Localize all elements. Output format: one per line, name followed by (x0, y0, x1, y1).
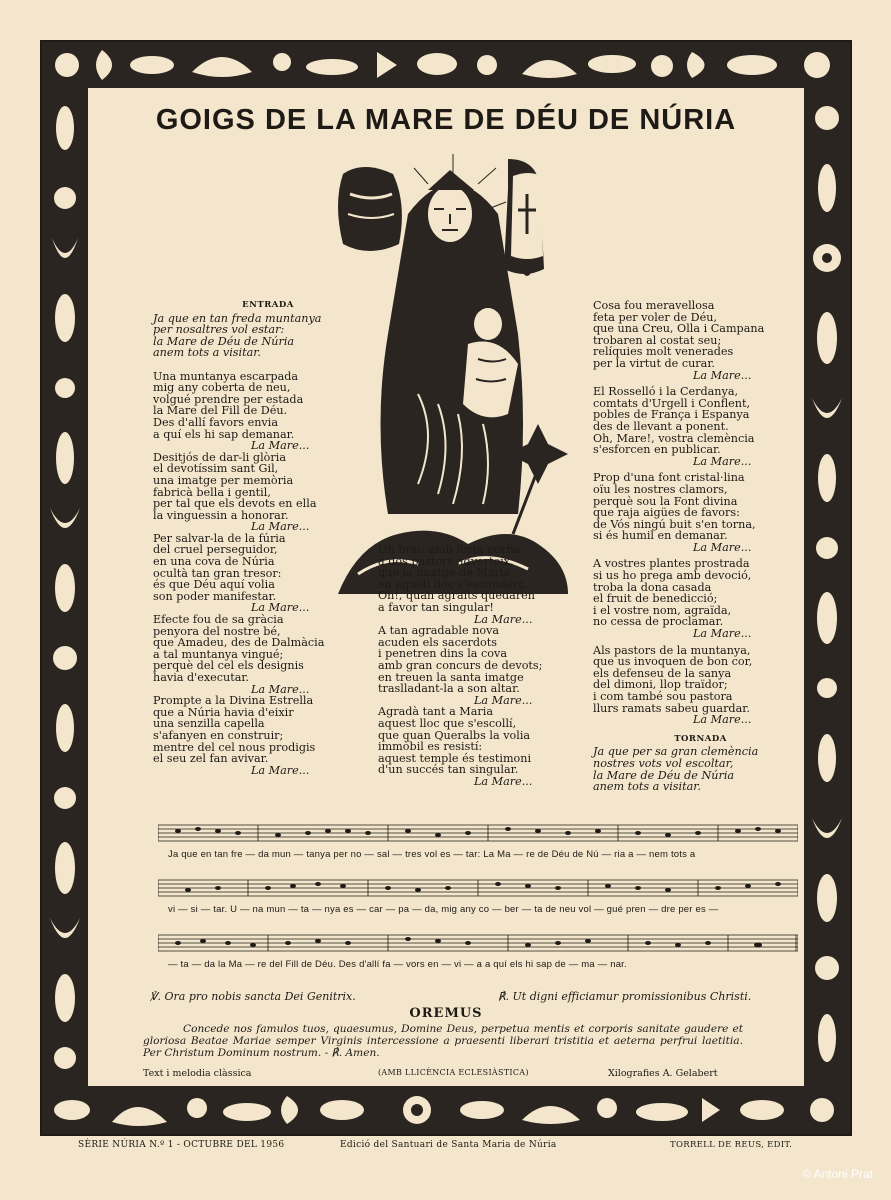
verse-line: Un brau amb forta porfia (378, 543, 521, 556)
stanza (153, 452, 383, 533)
verse-line: acuden els sacerdots (378, 635, 497, 649)
verse-line: a quí els hi sap demanar. (153, 427, 295, 441)
verse-line: la Mare de Déu de Núria (153, 334, 295, 348)
credit-licence: (AMB LLICÈNCIA ECLESIÀSTICA) (378, 1068, 529, 1077)
verse-line: immòbil es resistí: (378, 740, 483, 754)
verse-line: que quan Queralbs la volia (378, 728, 531, 742)
entrada-stanza (153, 313, 383, 359)
verse-line: s'esforcen en publicar. (593, 443, 721, 457)
verse-line: Per salvar-la de la fúria (153, 531, 286, 545)
verse-line: anem tots a visitar. (593, 780, 701, 794)
verse-line: Oh, Mare!, vostra clemència (593, 431, 755, 445)
verse-line: anem tots a visitar. (153, 346, 261, 360)
verse-line: per nosaltres vol estar: (153, 323, 285, 337)
verse-line: pobles de França i Espanya (593, 408, 750, 422)
verse-line: per la virtut de curar. (593, 356, 715, 370)
staff-lines (158, 878, 798, 898)
verse-line: i el vostre nom, agraïda, (593, 603, 732, 617)
verse-line: Agradà tant a Maria (378, 705, 494, 719)
verse-line: mig any coberta de neu, (153, 381, 291, 395)
versicle: ℣. Ora pro nobis sancta Dei Genitrix. (150, 990, 356, 1003)
verse-line: una imatge per memòria (153, 473, 294, 487)
verse-line: en aquell lloc s'escondeix. (378, 577, 527, 591)
verse-line: relíquies molt venerades (593, 345, 734, 359)
verse-line: traslladant-la a son altar. (378, 682, 520, 696)
stanza (378, 625, 578, 706)
staff-lines (158, 823, 798, 843)
verse-line: Una muntanya escarpada (153, 369, 299, 383)
prayer-text (143, 1023, 743, 1059)
verse-line: comtats d'Urgell i Conflent, (593, 396, 751, 410)
verse-line: a dos pastors adverteix, (378, 554, 514, 568)
refrain: La Mare... (474, 693, 533, 707)
verse-line: troba la dona casada (593, 580, 712, 594)
left-column (153, 300, 383, 776)
verse-line: El Rosselló i la Cerdanya, (593, 385, 739, 399)
music-lyric: vi — si — tar. U — na mun — ta — nya es — car — pa — da, mig any co — ber — ta de neu vol — gué pren — dre per es — (168, 904, 719, 915)
verse-line: perquè sou la Font divina (593, 494, 738, 508)
verse-line: Prop d'una font cristal·lina (593, 471, 745, 485)
credit-text: Text i melodia clàssica (143, 1068, 252, 1079)
music-notes-icon (158, 878, 798, 898)
verse-line: no cessa de proclamar. (593, 615, 724, 629)
verse-line: per tal que els devots en ella (153, 497, 317, 511)
refrain: La Mare... (251, 763, 310, 777)
verse-line: és que Déu aquí volia (153, 578, 275, 592)
floral-border-icon (42, 1086, 850, 1134)
verse-line: Cosa fou meravellosa (593, 299, 715, 312)
footer-edition: Edició del Santuari de Santa Maria de Núria (340, 1140, 557, 1150)
stanza (153, 614, 383, 695)
verse-line: i penetren dins la cova (378, 647, 508, 661)
verse-line: si és humil en demanar. (593, 529, 728, 543)
verse-line: del cruel perseguidor, (153, 543, 278, 557)
verse-line: Als pastors de la muntanya, (593, 643, 751, 657)
verse-line: llurs ramats sabeu guardar. (593, 701, 750, 715)
verse-line: el devotíssim sant Gil, (153, 462, 279, 476)
verse-line: perquè del cel els designis (153, 659, 304, 673)
verse-line: que la imatge de Maria (378, 566, 511, 580)
verse-line: Desitjós de dar-li glòria (153, 450, 286, 464)
woodcut-border-top (42, 42, 850, 88)
stanza (593, 386, 808, 467)
music-staff-2 (158, 878, 798, 915)
refrain: La Mare... (693, 713, 752, 727)
verse-line: a favor tan singular! (378, 600, 494, 614)
verse-line: nostres vots vol escoltar, (593, 756, 734, 770)
verse-line: mentre del cel nous prodigis (153, 740, 316, 754)
stanza (593, 645, 808, 726)
refrain: La Mare... (251, 439, 310, 453)
footer-series: SÈRIE NÚRIA N.º 1 - OCTUBRE DEL 1956 (78, 1140, 285, 1150)
page-title: GOIGS DE LA MARE DE DÉU DE NÚRIA (155, 104, 737, 136)
music-staff-1 (158, 823, 798, 860)
verse-line: a tal muntanya vingué; (153, 647, 284, 661)
leaf-border-icon (42, 88, 88, 1086)
verse-line: la Mare de Déu de Núria (593, 768, 735, 782)
verse-line: que us invoquen de bon cor, (593, 655, 753, 669)
response: ℟. Ut digni efficiamur promissionibus Christi. (498, 990, 752, 1003)
refrain: La Mare... (474, 612, 533, 626)
music-notes-icon (158, 933, 798, 953)
verse-line: el seu zel fan avivar. (153, 752, 269, 766)
staff-lines (158, 933, 798, 953)
refrain: La Mare... (693, 454, 752, 468)
verse-line: d'un succés tan singular. (378, 763, 519, 777)
entrada-heading: ENTRADA (242, 300, 294, 310)
verse-line: Ja que per sa gran clemència (593, 745, 759, 759)
verse-line: en treuen la santa imatge (378, 670, 524, 684)
floral-border-icon (42, 42, 850, 88)
verse-line: Efecte fou de sa gràcia (153, 613, 284, 627)
verse-line: en una cova de Núria (153, 555, 275, 569)
verse-line: aquest temple és testimoni (378, 751, 532, 765)
oremus-heading: OREMUS (409, 1006, 483, 1021)
refrain: La Mare... (693, 540, 752, 554)
music-staff-3 (158, 933, 798, 970)
verse-line: que Amadeu, des de Dalmàcia (153, 636, 325, 650)
stanza (153, 695, 383, 776)
refrain: La Mare... (251, 520, 310, 534)
stanza (593, 300, 808, 381)
verse-line: del dimoni, llop traïdor; (593, 678, 728, 692)
leaf-border-icon (804, 88, 850, 1086)
woodcut-border-bottom (42, 1086, 850, 1134)
credit-woodcuts: Xilografies A. Gelabert (608, 1068, 718, 1079)
verse-line: Ja que en tan freda muntanya (153, 311, 322, 325)
prayer-paragraph: Concede nos famulos tuos, quaesumus, Domine Deus, perpetua mentis et corporis sanitate gaudere et gloriosa Beatae Mariae semper Virginis intercessione a praesenti liberari tristitia et aeterna perfrui laetitia. Per Christum Dominum nostrum. - ℟. Amen. (143, 1023, 743, 1059)
copyright-watermark: © Antoni Prat (802, 1167, 873, 1181)
verse-line: A vostres plantes prostrada (593, 557, 750, 571)
verse-line: Prompte a la Divina Estrella (153, 694, 314, 708)
verse-line: que raja aigües de favors: (593, 506, 740, 520)
verse-line: Oh!, quan agraïts quedaren (378, 589, 535, 603)
right-column (593, 300, 808, 793)
verse-line: oïu les nostres clamors, (593, 482, 728, 496)
stanza (153, 371, 383, 452)
verse-line: s'afanyen en construir; (153, 728, 284, 742)
stanza (593, 472, 808, 553)
refrain: La Mare... (251, 682, 310, 696)
music-lyric: Ja que en tan fre — da mun — tanya per no — sal — tres vol es — tar: La Ma — re de Déu de Nú — ria a — nem tots a (168, 849, 696, 860)
verse-line: que una Creu, Olla i Campana (593, 322, 765, 336)
verse-line: son poder manifestar. (153, 589, 277, 603)
verse-line: penyora del nostre bé, (153, 624, 281, 638)
verse-line: la Mare del Fill de Déu. (153, 404, 288, 418)
verse-line: el fruit de benedicció; (593, 592, 718, 606)
stanza (378, 544, 578, 625)
middle-column (378, 544, 578, 787)
stanza (378, 706, 578, 787)
verse-line: que a Núria havia d'eixir (153, 705, 294, 719)
woodcut-border-right (804, 88, 850, 1086)
refrain: La Mare... (474, 774, 533, 788)
verse-line: els defenseu de la sanya (593, 666, 732, 680)
refrain: La Mare... (251, 601, 310, 615)
footer-publisher: TORRELL DE REUS, EDIT. (670, 1140, 793, 1150)
verse-line: una senzilla capella (153, 717, 265, 731)
stanza (153, 533, 383, 614)
content-area (88, 88, 804, 1086)
verse-line: i com també sou pastora (593, 690, 733, 703)
verse-line: des de llevant a ponent. (593, 419, 729, 433)
verse-line: volgué prendre per estada (153, 392, 304, 406)
verse-line: A tan agradable nova (378, 624, 500, 638)
verse-line: si us ho prega amb devoció, (593, 569, 752, 583)
verse-line: amb gran concurs de devots; (378, 658, 543, 672)
verse-line: ocultà tan gran tresor: (153, 566, 282, 580)
verse-line: fabricà bella i gentil, (153, 485, 271, 499)
verse-line: Des d'allí favors envia (153, 415, 278, 429)
verse-line: aquest lloc que s'escollí, (378, 716, 517, 730)
tornada-heading: TORNADA (674, 733, 727, 744)
verse-line: la vinguessin a honorar. (153, 508, 289, 522)
verse-line: havia d'executar. (153, 671, 250, 684)
woodcut-border-left (42, 88, 88, 1086)
refrain: La Mare... (693, 627, 752, 641)
verse-line: trobaren al costat seu; (593, 333, 722, 347)
refrain: La Mare... (693, 368, 752, 382)
tornada-stanza (593, 746, 808, 792)
verse-line: feta per voler de Déu, (593, 310, 718, 324)
music-notes-icon (158, 823, 798, 843)
verse-line: de Vós ningú buit s'en torna, (593, 517, 756, 531)
music-lyric: — ta — da la Ma — re del Fill de Déu. Des d'allí fa — vors en — vi — a a quí els hi sap de — ma — nar. (168, 959, 627, 970)
stanza (593, 558, 808, 639)
